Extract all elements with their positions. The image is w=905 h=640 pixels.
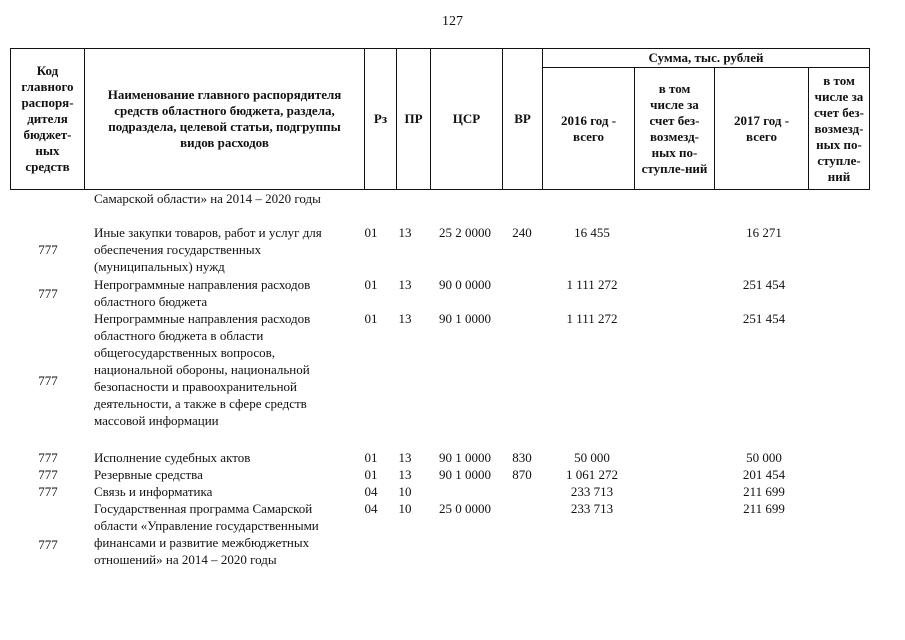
page-number: 127 [442,14,463,29]
row-code: 777 [38,450,58,465]
header-csr: ЦСР [431,49,503,189]
row-name: Исполнение судебных актов [94,450,251,465]
row-vr: 240 [512,225,532,240]
row-pr: 10 [398,484,412,499]
table-header [10,48,870,190]
row-code: 777 [38,484,58,499]
header-2017-free: в том числе за счет без-возмезд-ных по-ступле-ний [814,72,864,184]
row-csr: 25 2 0000 [439,225,491,240]
row-code: 777 [38,286,58,301]
row-sum-2017: 201 454 [742,467,786,482]
row-sum-2016: 50 000 [574,450,610,465]
row-sum-2016: 233 713 [570,484,614,499]
row-sum-2016: 233 713 [570,501,614,516]
row-name: Связь и информатика [94,484,213,499]
row-sum-2016: 1 111 272 [566,277,618,292]
header-sum: Сумма, тыс. рублей [648,50,764,65]
row-code: 777 [38,373,58,388]
header-rz: Рз [365,49,397,189]
row-rz: 04 [364,484,378,499]
row-pr: 13 [398,277,412,292]
row-csr: 90 1 0000 [439,450,491,465]
row-csr: 25 0 0000 [439,501,491,516]
row-rz: 01 [364,277,378,292]
row-sum-2017: 211 699 [743,501,785,516]
row-sum-2017: 251 454 [742,311,786,326]
header-name: Наименование главного распорядителя средств областного бюджета, раздела, подраздела, целевой статьи, подгруппы видов расходов [85,49,365,189]
header-2016-total: 2016 год - всего [543,68,635,189]
row-rz: 01 [364,467,378,482]
row-sum-2017: 211 699 [743,484,785,499]
row-csr: 90 0 0000 [439,277,491,292]
header-vr: ВР [503,49,543,189]
row-rz: 04 [364,501,378,516]
row-name: Самарской области» на 2014 – 2020 годы [94,191,321,206]
row-rz: 01 [364,225,378,240]
row-sum-2016: 1 111 272 [566,311,618,326]
row-rz: 01 [364,450,378,465]
row-pr: 13 [398,467,412,482]
row-sum-2016: 16 455 [574,225,610,240]
row-name: Государственная программа Самарской области «Управление государственными финансами и развитие межбюджетных отношений» на 2014 – 2020 годы [94,501,319,567]
header-2016-free: в том числе за счет без-возмезд-ных по-ступле-ний [635,68,715,189]
row-vr: 830 [512,450,532,465]
row-vr: 870 [512,467,532,482]
row-pr: 13 [398,311,412,326]
row-csr: 90 1 0000 [439,311,491,326]
header-pr: ПР [397,49,431,189]
row-name: Непрограммные направления расходов областного бюджета [94,277,311,309]
row-sum-2017: 50 000 [746,450,782,465]
row-csr: 90 1 0000 [439,467,491,482]
row-name: Непрограммные направления расходов областного бюджета в области общегосударственных вопросов, национальной обороны, национальной безопасности и правоохранительной деятельности, а также в сфере средств массовой информации [94,311,311,428]
row-pr: 13 [398,225,412,240]
row-pr: 13 [398,450,412,465]
header-2017-total: 2017 год - всего [715,68,809,189]
row-code: 777 [38,537,58,552]
row-sum-2016: 1 061 272 [566,467,618,482]
row-code: 777 [38,467,58,482]
row-sum-2017: 16 271 [746,225,782,240]
row-sum-2017: 251 454 [742,277,786,292]
row-pr: 10 [398,501,412,516]
row-name: Резервные средства [94,467,203,482]
row-name: Иные закупки товаров, работ и услуг для обеспечения государственных (муниципальных) нужд [94,225,322,274]
row-rz: 01 [364,311,378,326]
row-code: 777 [38,242,58,257]
header-code: Код главного распоря-дителя бюджет-ных средств [11,49,85,189]
